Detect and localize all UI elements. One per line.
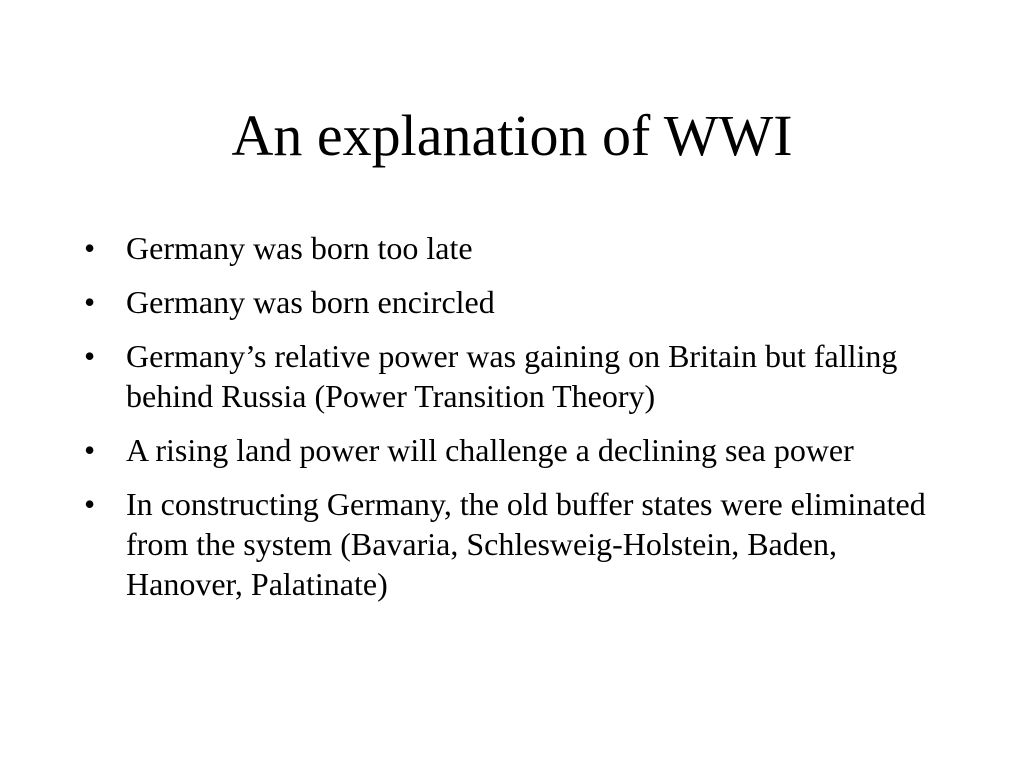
list-item xyxy=(80,282,950,322)
bullet-icon: • xyxy=(84,230,96,266)
list-item xyxy=(80,484,950,604)
bullet-text: A rising land power will challenge a declining sea power xyxy=(126,432,854,468)
bullet-icon: • xyxy=(84,432,96,468)
list-item xyxy=(80,228,950,268)
bullet-text: Germany was born too late xyxy=(126,230,473,266)
bullet-list xyxy=(80,228,950,618)
list-item xyxy=(80,336,950,416)
bullet-text: In constructing Germany, the old buffer states were eliminated from the system (Bavaria, Schlesweig-Holstein, Baden, Hanover, Palatinate) xyxy=(126,486,926,602)
bullet-icon: • xyxy=(84,486,96,522)
bullet-text: Germany was born encircled xyxy=(126,284,495,320)
slide-title: An explanation of WWI xyxy=(231,103,793,168)
list-item xyxy=(80,430,950,470)
bullet-icon: • xyxy=(84,338,96,374)
bullet-text: Germany’s relative power was gaining on Britain but falling behind Russia (Power Transition Theory) xyxy=(126,338,898,414)
bullet-icon: • xyxy=(84,284,96,320)
